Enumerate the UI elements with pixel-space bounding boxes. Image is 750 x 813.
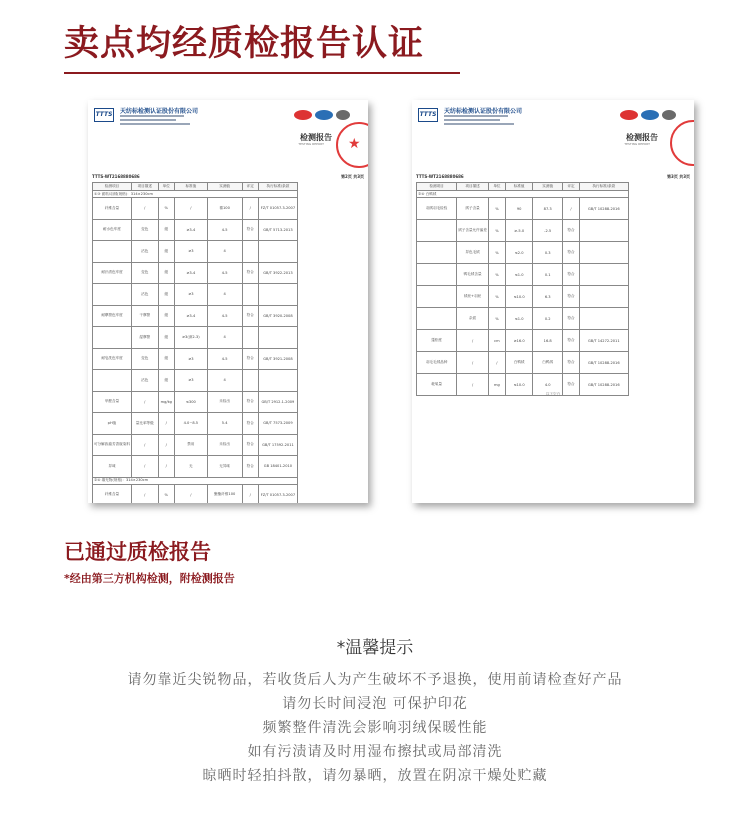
- table-cell: 耐水色牢度: [93, 219, 132, 241]
- report-meta: [92, 174, 364, 180]
- table-cell: 4: [207, 327, 242, 349]
- table-cell: [579, 242, 628, 264]
- tips-list: [0, 668, 750, 788]
- table-cell: 符合: [563, 264, 580, 286]
- table-row: [93, 284, 298, 306]
- table-cell: 符合: [242, 456, 258, 478]
- table-cell: 绒子含量: [457, 198, 489, 220]
- cnas-mark-icon: [641, 110, 659, 120]
- company-address-line: [444, 119, 500, 121]
- table-section-label: ①③ 面料/羽绒(规格)：314×230cm: [93, 191, 298, 198]
- table-cell: /: [131, 434, 158, 456]
- report-number: TTTS-WT2168880686: [416, 174, 464, 179]
- table-cell: ≤2.0: [505, 242, 533, 264]
- table-cell: [417, 242, 457, 264]
- table-cell: [417, 308, 457, 330]
- table-header-cell: 执行标准/条款: [579, 183, 628, 191]
- table-header-cell: 标准值: [505, 183, 533, 191]
- table-cell: 4: [207, 284, 242, 306]
- table-cell: 聚酯纤维100: [207, 484, 242, 503]
- table-row: [93, 484, 298, 503]
- report-title: 检测报告: [300, 133, 332, 142]
- table-cell: ≥3-4: [174, 305, 207, 327]
- table-cell: [258, 284, 297, 306]
- table-cell: 湿摩擦: [131, 327, 158, 349]
- table-cell: 级: [158, 219, 174, 241]
- company-address-line: [444, 123, 514, 125]
- table-cell: -2.5: [533, 220, 563, 242]
- table-row: [93, 348, 298, 370]
- table-cell: pH值: [93, 413, 132, 435]
- table-cell: 变色: [131, 348, 158, 370]
- report-page: 第2页 共3页: [341, 174, 364, 179]
- table-cell: %: [158, 198, 174, 220]
- table-cell: 符合: [563, 308, 580, 330]
- table-cell: 6.3: [533, 286, 563, 308]
- table-cell: 符合: [563, 352, 580, 374]
- table-cell: 干摩擦: [131, 305, 158, 327]
- table-row: [93, 434, 298, 456]
- table-cell: 符合: [242, 391, 258, 413]
- tip-item: 请勿靠近尖锐物品，若收货后人为产生破坏不予退换，使用前请检查好产品: [127, 672, 623, 688]
- table-cell: 符合: [563, 242, 580, 264]
- report-company-name: 天纺标检测认证股份有限公司: [120, 108, 199, 115]
- table-row: [93, 370, 298, 392]
- table-row: [93, 241, 298, 263]
- table-cell: 异色毛绒: [457, 242, 489, 264]
- table-row: [417, 220, 629, 242]
- table-cell: GB/T 3920-2008: [258, 305, 297, 327]
- table-cell: 甲醛含量: [93, 391, 132, 413]
- table-cell: [242, 370, 258, 392]
- table-cell: 纤维含量: [93, 198, 132, 220]
- table-header-cell: 检测项目: [417, 183, 457, 191]
- report-number: TTTS-WT2168880686: [92, 174, 140, 179]
- table-row: [417, 264, 629, 286]
- table-row: [417, 286, 629, 308]
- table-cell: GB/T 5713-2013: [258, 219, 297, 241]
- table-cell: 16.8: [533, 330, 563, 352]
- table-cell: %: [158, 484, 174, 503]
- table-cell: 蓬松度: [417, 330, 457, 352]
- tips-title: *温馨提示: [336, 638, 414, 658]
- table-cell: 耐皂洗色牢度: [93, 348, 132, 370]
- table-cell: /: [174, 484, 207, 503]
- test-report-page-1[interactable]: [88, 100, 368, 503]
- company-address-line: [120, 123, 190, 125]
- table-cell: 可分解致癌芳香胺染料: [93, 434, 132, 456]
- table-cell: 异味: [93, 456, 132, 478]
- table-header-cell: 评定: [242, 183, 258, 191]
- table-cell: 量比率等级: [131, 413, 158, 435]
- table-cell: GB 18401-2010: [258, 456, 297, 478]
- table-cell: GB/T 3922-2013: [258, 262, 297, 284]
- table-cell: ≥3(深2-3): [174, 327, 207, 349]
- table-cell: 0.2: [533, 308, 563, 330]
- tip-item: 请勿长时间浸泡 可保护印花: [282, 696, 468, 712]
- table-cell: [579, 286, 628, 308]
- table-cell: /: [457, 374, 489, 396]
- table-cell: 4.0: [533, 374, 563, 396]
- table-cell: ≥3: [174, 241, 207, 263]
- table-cell: 杂质: [457, 308, 489, 330]
- table-section-row: [93, 191, 298, 198]
- table-cell: [93, 327, 132, 349]
- table-cell: 4-5: [207, 305, 242, 327]
- table-cell: 无: [174, 456, 207, 478]
- table-cell: /: [131, 484, 158, 503]
- certification-marks: [620, 110, 676, 120]
- table-header-cell: 实测值: [207, 183, 242, 191]
- table-cell: FZ/T 01057.3-2007: [258, 198, 297, 220]
- table-cell: 4-5: [207, 348, 242, 370]
- table-cell: %: [488, 264, 505, 286]
- table-cell: [93, 370, 132, 392]
- table-header-cell: 实测值: [533, 183, 563, 191]
- table-cell: 5.4: [207, 413, 242, 435]
- table-header-cell: 单位: [158, 183, 174, 191]
- table-cell: /: [242, 198, 258, 220]
- company-address-line: [120, 115, 184, 117]
- table-cell: /: [457, 352, 489, 374]
- table-cell: 级: [158, 305, 174, 327]
- table-cell: 87.3: [533, 198, 563, 220]
- table-cell: ≤1.0: [505, 264, 533, 286]
- table-cell: 符合: [242, 305, 258, 327]
- table-cell: GB/T 14272-2011: [579, 330, 628, 352]
- table-cell: 4: [207, 241, 242, 263]
- passed-inspection-title: 已通过质检报告: [64, 540, 211, 564]
- table-cell: 鸭毛绒含量: [457, 264, 489, 286]
- table-cell: 耗氧量: [417, 374, 457, 396]
- table-row: [417, 242, 629, 264]
- page-title: 卖点均经质检报告认证: [64, 24, 425, 64]
- table-row: [93, 305, 298, 327]
- table-header-cell: 评定: [563, 183, 580, 191]
- table-cell: 4.0~8.5: [174, 413, 207, 435]
- table-cell: ≥3: [174, 348, 207, 370]
- table-cell: 无异味: [207, 456, 242, 478]
- table-cell: ≥16.0: [505, 330, 533, 352]
- report-table: [92, 182, 298, 503]
- table-cell: 绒子含量允许偏差: [457, 220, 489, 242]
- report-title: 检测报告: [626, 133, 658, 142]
- table-cell: GB/T 17592-2011: [258, 434, 297, 456]
- test-report-page-2[interactable]: [412, 100, 694, 503]
- table-cell: /: [457, 330, 489, 352]
- ttts-logo-icon: TTTS: [94, 108, 114, 122]
- table-cell: 符合: [563, 286, 580, 308]
- title-underline: [64, 72, 460, 74]
- certification-marks: [294, 110, 350, 120]
- table-cell: [242, 241, 258, 263]
- table-cell: [258, 327, 297, 349]
- company-address-line: [444, 115, 508, 117]
- table-section-label: ②④ 白鸭绒: [417, 191, 629, 198]
- table-cell: 4-5: [207, 262, 242, 284]
- table-cell: ≥3: [174, 284, 207, 306]
- table-cell: 白鸭绒: [505, 352, 533, 374]
- table-cell: 级: [158, 327, 174, 349]
- table-cell: %: [488, 242, 505, 264]
- report-company-name: 天纺标检测认证股份有限公司: [444, 108, 523, 115]
- table-cell: [579, 220, 628, 242]
- table-cell: GB/T 7573-2009: [258, 413, 297, 435]
- table-cell: /: [131, 391, 158, 413]
- table-cell: %: [488, 286, 505, 308]
- table-cell: [242, 284, 258, 306]
- table-cell: %: [488, 198, 505, 220]
- table-header-cell: 执行标准/条款: [258, 183, 297, 191]
- table-cell: ≥3-4: [174, 219, 207, 241]
- table-cell: 符合: [242, 219, 258, 241]
- table-cell: GB/T 2912.1-2009: [258, 391, 297, 413]
- table-cell: ≤10.0: [505, 286, 533, 308]
- table-cell: 级: [158, 284, 174, 306]
- table-cell: 符合: [242, 413, 258, 435]
- cma-mark-icon: [620, 110, 638, 120]
- table-cell: 4: [207, 370, 242, 392]
- table-cell: 符合: [242, 262, 258, 284]
- report-meta: [416, 174, 690, 180]
- table-cell: 绒丝+羽丝: [457, 286, 489, 308]
- table-cell: 沾色: [131, 370, 158, 392]
- table-cell: ≤10.0: [505, 374, 533, 396]
- table-cell: 棉100: [207, 198, 242, 220]
- ttts-logo-icon: TTTS: [418, 108, 438, 122]
- table-cell: [417, 220, 457, 242]
- table-row: [417, 330, 629, 352]
- table-cell: ≥-5.0: [505, 220, 533, 242]
- table-cell: 0.3: [533, 242, 563, 264]
- table-cell: /: [158, 434, 174, 456]
- table-header-cell: 检测项目: [93, 183, 132, 191]
- table-cell: %: [488, 308, 505, 330]
- table-section-row: [417, 191, 629, 198]
- table-cell: 白鸭绒: [533, 352, 563, 374]
- table-cell: ≤1.0: [505, 308, 533, 330]
- table-row: [93, 456, 298, 478]
- table-cell: [258, 370, 297, 392]
- table-cell: 级: [158, 370, 174, 392]
- table-cell: 0.1: [533, 264, 563, 286]
- table-cell: [417, 286, 457, 308]
- table-cell: mg/kg: [158, 391, 174, 413]
- table-cell: 耐摩擦色牢度: [93, 305, 132, 327]
- table-cell: [242, 327, 258, 349]
- table-row: [93, 262, 298, 284]
- ilac-mark-icon: [662, 110, 676, 120]
- table-row: [417, 308, 629, 330]
- table-cell: 沾色: [131, 284, 158, 306]
- table-cell: 级: [158, 262, 174, 284]
- table-cell: 符合: [242, 434, 258, 456]
- table-cell: %: [488, 220, 505, 242]
- table-cell: 变色: [131, 262, 158, 284]
- table-cell: 90: [505, 198, 533, 220]
- table-cell: /: [158, 456, 174, 478]
- company-address-line: [120, 119, 176, 121]
- table-cell: [93, 241, 132, 263]
- tip-item: 频繁整件清洗会影响羽绒保暖性能: [262, 720, 488, 736]
- table-cell: mg: [488, 374, 505, 396]
- table-header-cell: 项目描述: [131, 183, 158, 191]
- table-cell: [579, 308, 628, 330]
- table-cell: [93, 284, 132, 306]
- table-cell: /: [174, 198, 207, 220]
- table-cell: 羽毛毛绒品种: [417, 352, 457, 374]
- official-seal-icon: ★: [336, 122, 368, 168]
- table-row: [93, 198, 298, 220]
- cnas-mark-icon: [315, 110, 333, 120]
- table-cell: ≥3: [174, 370, 207, 392]
- report-end-note: 以下空白: [545, 392, 561, 396]
- tip-item: 如有污渍请及时用湿布擦拭或局部清洗: [247, 744, 503, 760]
- table-cell: /: [131, 456, 158, 478]
- table-cell: 沾色: [131, 241, 158, 263]
- table-cell: 变色: [131, 219, 158, 241]
- table-cell: /: [488, 352, 505, 374]
- report-table: [416, 182, 629, 396]
- table-row: [417, 352, 629, 374]
- table-row: [417, 198, 629, 220]
- table-cell: [417, 264, 457, 286]
- table-header-cell: 单位: [488, 183, 505, 191]
- table-cell: /: [158, 413, 174, 435]
- table-cell: 4-5: [207, 219, 242, 241]
- table-cell: FZ/T 01057.3-2007: [258, 484, 297, 503]
- table-cell: 符合: [242, 348, 258, 370]
- ilac-mark-icon: [336, 110, 350, 120]
- table-cell: 纤维含量: [93, 484, 132, 503]
- table-cell: 级: [158, 348, 174, 370]
- official-seal-icon: [670, 120, 694, 166]
- table-cell: /: [563, 198, 580, 220]
- table-row: [93, 391, 298, 413]
- table-cell: ≥3-4: [174, 262, 207, 284]
- table-cell: 符合: [563, 330, 580, 352]
- table-cell: GB/T 10288-2016: [579, 198, 628, 220]
- table-header-cell: 标准值: [174, 183, 207, 191]
- table-cell: 未检出: [207, 434, 242, 456]
- table-section-label: ②④ 填充物(规格)：314×230cm: [93, 477, 298, 484]
- table-row: [93, 219, 298, 241]
- table-cell: [258, 241, 297, 263]
- table-cell: cm: [488, 330, 505, 352]
- table-row: [93, 327, 298, 349]
- table-cell: 羽绒羽毛检验: [417, 198, 457, 220]
- table-row: [93, 413, 298, 435]
- table-cell: 符合: [563, 374, 580, 396]
- report-page: 第3页 共3页: [667, 174, 690, 179]
- report-subtitle: TESTING REPORT: [624, 142, 650, 146]
- table-cell: 未检出: [207, 391, 242, 413]
- table-cell: 耐汗渍色牢度: [93, 262, 132, 284]
- table-cell: GB/T 3921-2008: [258, 348, 297, 370]
- tip-item: 晾晒时轻拍抖散，请勿暴晒，放置在阴凉干燥处贮藏: [202, 768, 548, 784]
- table-header-cell: 项目描述: [457, 183, 489, 191]
- report-subtitle: TESTING REPORT: [298, 142, 324, 146]
- table-cell: 符合: [563, 220, 580, 242]
- table-cell: /: [131, 198, 158, 220]
- table-cell: 禁用: [174, 434, 207, 456]
- table-cell: 级: [158, 241, 174, 263]
- table-cell: GB/T 10288-2016: [579, 352, 628, 374]
- table-section-row: [93, 477, 298, 484]
- table-cell: GB/T 10288-2016: [579, 374, 628, 396]
- table-cell: [579, 264, 628, 286]
- table-cell: /: [242, 484, 258, 503]
- cma-mark-icon: [294, 110, 312, 120]
- passed-inspection-note: *经由第三方机构检测，附检测报告: [64, 572, 235, 585]
- table-cell: ≤300: [174, 391, 207, 413]
